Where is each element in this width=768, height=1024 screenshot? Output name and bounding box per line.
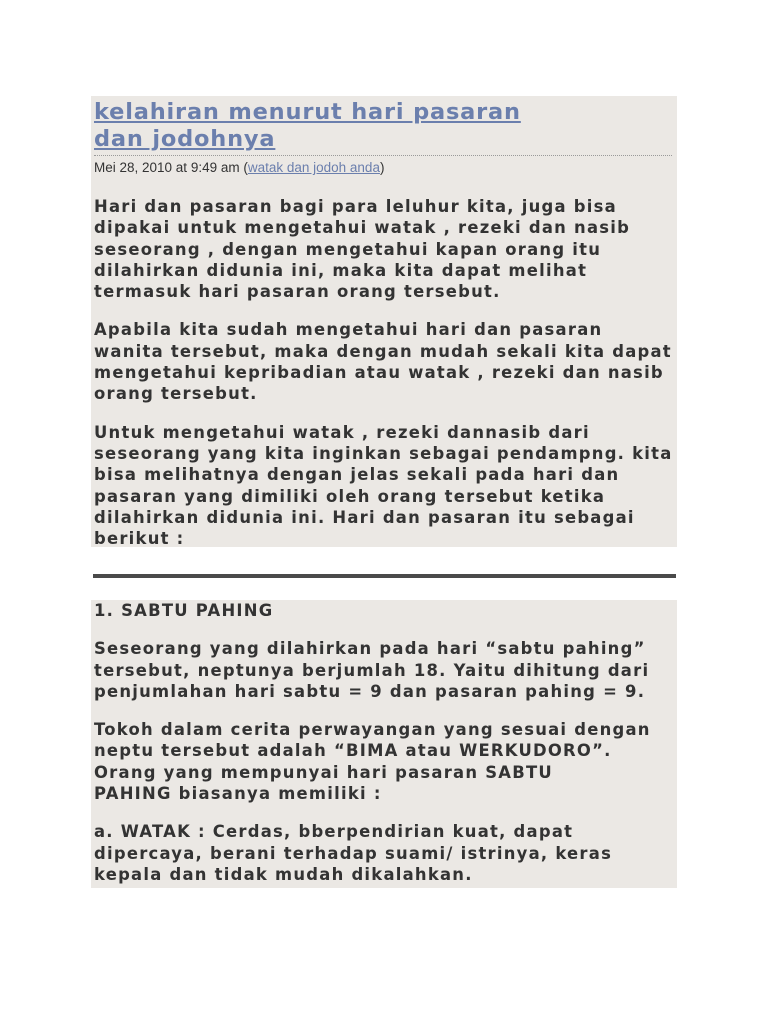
article-intro-panel: [91, 96, 677, 547]
text-line: dipercaya, berani terhadap suami/ istrinya, keras: [94, 843, 613, 863]
text-line: Orang yang mempunyai hari pasaran SABTU: [94, 762, 553, 782]
article-title-line-1[interactable]: kelahiran menurut hari pasaran: [94, 99, 521, 125]
text-line: bisa melihatnya dengan jelas sekali pada hari dan: [94, 465, 620, 485]
text-line: seseorang yang kita inginkan sebagai pendampng. kita: [94, 443, 673, 463]
text-line: Hari dan pasaran bagi para leluhur kita, juga bisa: [94, 197, 617, 216]
intro-paragraph-1: [94, 196, 674, 302]
text-line: berikut :: [94, 529, 185, 549]
article-title-link[interactable]: [94, 96, 672, 156]
category-link[interactable]: watak dan jodoh anda: [247, 160, 380, 175]
text-line: orang tersebut.: [94, 384, 258, 404]
intro-paragraph-2: [94, 319, 674, 404]
text-line: PAHING biasanya memiliki :: [94, 784, 382, 804]
text-line: a. WATAK : Cerdas, bberpendirian kuat, dapat: [94, 822, 574, 842]
text-line: Apabila kita sudah mengetahui hari dan pasaran: [94, 320, 603, 340]
text-line: seseorang , dengan mengetahui kapan orang itu: [94, 239, 602, 259]
intro-paragraph-3: [94, 422, 674, 550]
text-line: penjumlahan hari sabtu = 9 dan pasaran pahing = 9.: [94, 681, 646, 701]
text-line: termasuk hari pasaran orang tersebut.: [94, 282, 501, 302]
post-date: Mei 28, 2010 at 9:49 am (: [94, 160, 248, 175]
article-title-line-2[interactable]: dan jodohnya: [94, 126, 276, 152]
section-paragraph-2: [94, 719, 674, 804]
text-line: tersebut, neptunya berjumlah 18. Yaitu dihitung dari: [94, 660, 650, 680]
post-meta: [94, 159, 674, 176]
text-line: mengetahui kepribadian atau watak , rezeki dan nasib: [94, 363, 664, 383]
text-line: pasaran yang dimiliki oleh orang tersebut ketika: [94, 486, 606, 506]
text-line: Untuk mengetahui watak , rezeki dannasib dari: [94, 422, 590, 442]
text-line: wanita tersebut, maka dengan mudah sekali kita dapat: [94, 341, 672, 361]
horizontal-divider: [93, 574, 676, 578]
post-meta-close: ): [379, 160, 385, 175]
section-heading-text: 1. SABTU PAHING: [94, 601, 274, 620]
text-line: dipakai untuk mengetahui watak , rezeki dan nasib: [94, 218, 631, 238]
section-paragraph-1: [94, 638, 674, 702]
text-line: Seseorang yang dilahirkan pada hari “sabtu pahing”: [94, 639, 646, 659]
section-paragraph-3: [94, 821, 674, 885]
section-heading: [94, 600, 674, 621]
text-line: neptu tersebut adalah “BIMA atau WERKUDORO”.: [94, 741, 612, 761]
text-line: kepala dan tidak mudah dikalahkan.: [94, 864, 473, 884]
section-panel: [91, 600, 677, 888]
text-line: Tokoh dalam cerita perwayangan yang sesuai dengan: [94, 720, 651, 740]
text-line: dilahirkan didunia ini. Hari dan pasaran itu sebagai: [94, 507, 635, 527]
text-line: dilahirkan didunia ini, maka kita dapat melihat: [94, 260, 588, 280]
